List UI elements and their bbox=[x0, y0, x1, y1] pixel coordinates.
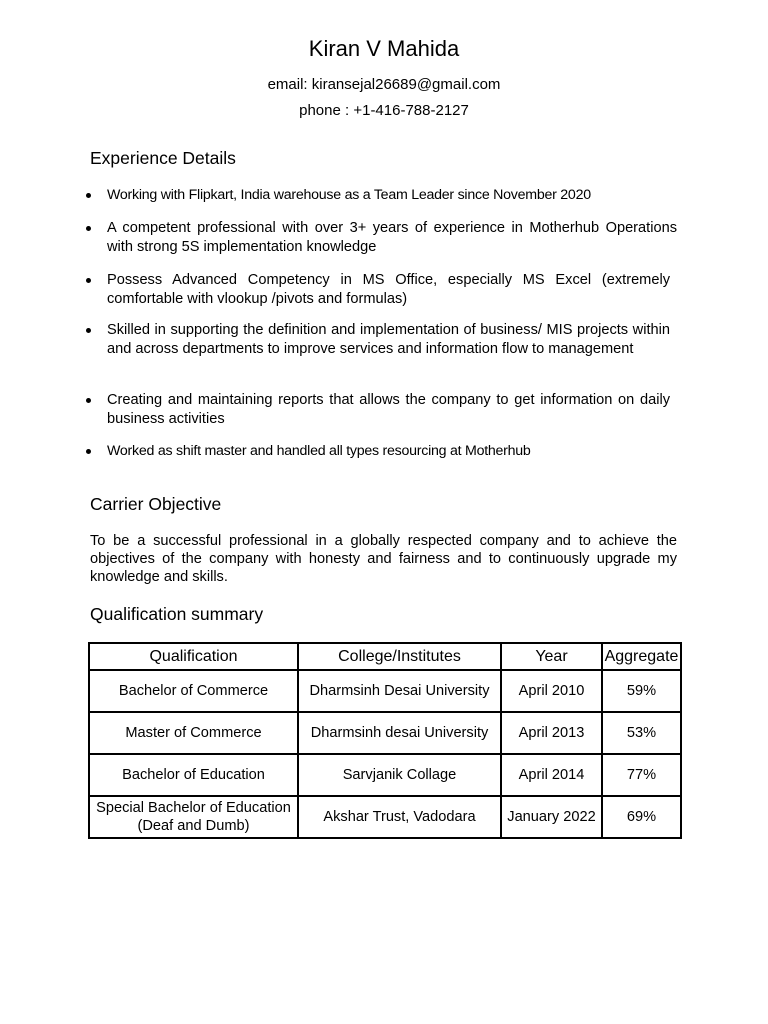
column-header-qualification: Qualification bbox=[89, 643, 298, 670]
college-cell: Sarvjanik Collage bbox=[298, 754, 501, 796]
column-header-aggregate: Aggregate bbox=[602, 643, 681, 670]
candidate-name: Kiran V Mahida bbox=[308, 36, 460, 61]
college-cell: Dharmsinh desai University bbox=[298, 712, 501, 754]
column-header-year: Year bbox=[501, 643, 602, 670]
table-row bbox=[89, 712, 681, 754]
table-row bbox=[89, 796, 681, 838]
phone-line: phone : +1-416-788-2127 bbox=[299, 102, 469, 119]
experience-item: Skilled in supporting the definition and implementation of business/ MIS projects within and across departments to improve services and information flow to management bbox=[107, 322, 670, 357]
table-row bbox=[89, 754, 681, 796]
qualification-cell: Special Bachelor of Education (Deaf and Dumb) bbox=[89, 796, 298, 838]
aggregate-cell: 59% bbox=[602, 670, 681, 712]
experience-item: Worked as shift master and handled all types resourcing at Motherhub bbox=[107, 442, 677, 461]
experience-item: A competent professional with over 3+ years of experience in Motherhub Operations with strong 5S implementation knowledge bbox=[107, 220, 677, 255]
qualification-cell: Bachelor of Education bbox=[89, 754, 298, 796]
qualification-cell: Master of Commerce bbox=[89, 712, 298, 754]
aggregate-cell: 69% bbox=[602, 796, 681, 838]
experience-item: Working with Flipkart, India warehouse as a Team Leader since November 2020 bbox=[107, 186, 677, 205]
college-cell: Akshar Trust, Vadodara bbox=[298, 796, 501, 838]
qualification-section-title: Qualification summary bbox=[90, 604, 264, 624]
experience-item: Creating and maintaining reports that allows the company to get information on daily business activities bbox=[107, 392, 670, 427]
email-line: email: kiransejal26689@gmail.com bbox=[267, 76, 501, 93]
qualification-cell: Bachelor of Commerce bbox=[89, 670, 298, 712]
college-cell: Dharmsinh Desai University bbox=[298, 670, 501, 712]
aggregate-cell: 77% bbox=[602, 754, 681, 796]
year-cell: January 2022 bbox=[501, 796, 602, 838]
table-row bbox=[89, 670, 681, 712]
year-cell: April 2010 bbox=[501, 670, 602, 712]
year-cell: April 2014 bbox=[501, 754, 602, 796]
aggregate-cell: 53% bbox=[602, 712, 681, 754]
objective-section-title: Carrier Objective bbox=[90, 494, 222, 514]
qualification-table bbox=[88, 642, 682, 839]
objective-text: To be a successful professional in a globally respected company and to achieve the objectives of the company with honesty and fairness and to continuously upgrade my knowledge and skills. bbox=[90, 533, 677, 585]
experience-section-title: Experience Details bbox=[90, 148, 236, 168]
table-header-row bbox=[89, 643, 681, 670]
year-cell: April 2013 bbox=[501, 712, 602, 754]
column-header-college: College/Institutes bbox=[298, 643, 501, 670]
experience-item: Possess Advanced Competency in MS Office, especially MS Excel (extremely comfortable with vlookup /pivots and formulas) bbox=[107, 272, 670, 307]
